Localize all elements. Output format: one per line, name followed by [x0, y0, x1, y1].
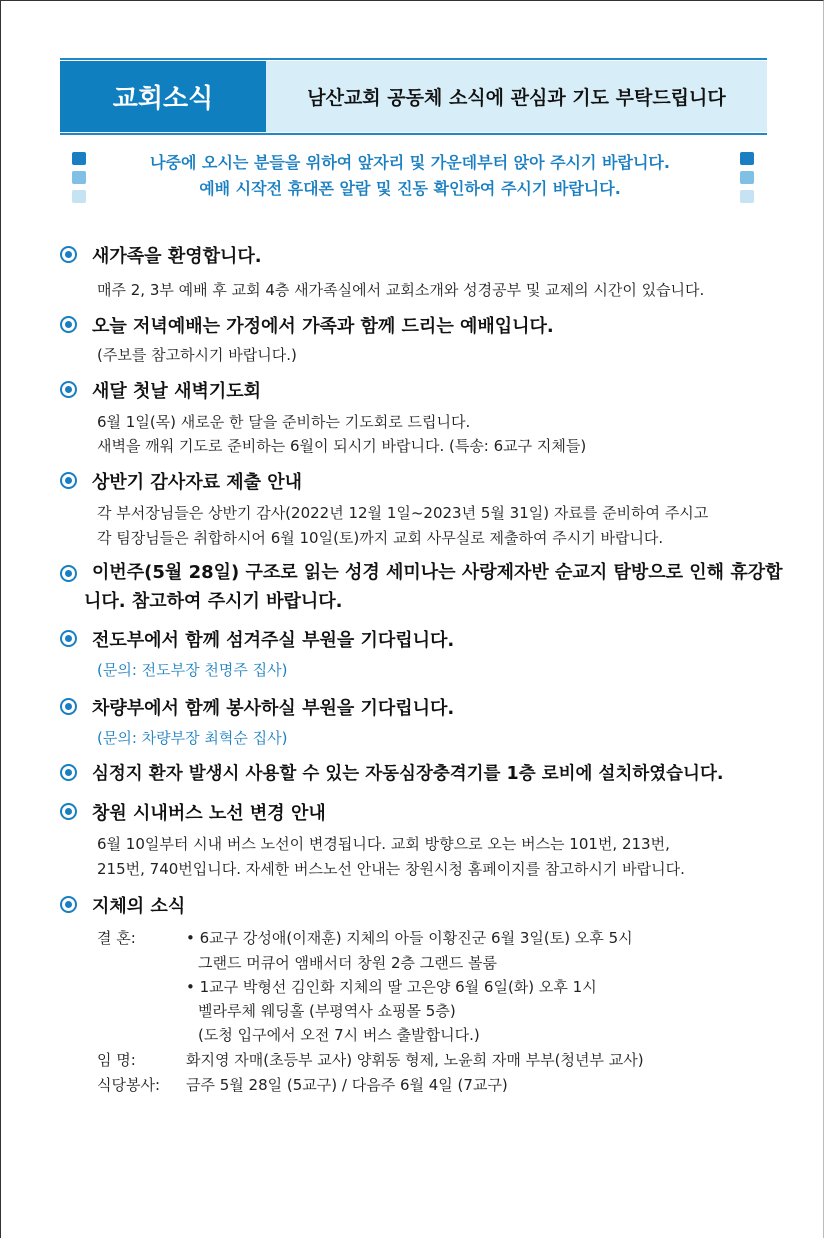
bullet-icon	[60, 764, 77, 781]
item-title: 차량부에서 함께 봉사하실 부원을 기다립니다.	[92, 698, 455, 719]
wedding-entry: • 6교구 강성애(이재훈) 지체의 아들 이황진군 6월 3일(토) 오후 5시	[186, 929, 633, 947]
item-text: (주보를 참고하시기 바랍니다.)	[97, 346, 297, 364]
item-title: 지체의 소식	[92, 896, 186, 917]
wedding-entry: 그랜드 머큐어 앰배서더 창원 2층 그랜드 볼룸	[198, 954, 497, 972]
item-title: 상반기 감사자료 제출 안내	[92, 472, 303, 493]
header-bottom-rule	[60, 133, 767, 135]
section-tag: 교회소식	[60, 61, 266, 132]
square-icon	[740, 152, 754, 165]
contact-text: (문의: 전도부장 천명주 집사)	[97, 661, 288, 679]
item-title: 전도부에서 함께 섬겨주실 부원을 기다립니다.	[92, 630, 455, 651]
item-title: 새가족을 환영합니다.	[92, 246, 262, 267]
square-icon	[740, 171, 754, 184]
bullet-icon	[60, 565, 77, 582]
square-icon	[72, 190, 86, 203]
wedding-entry: (도청 입구에서 오전 7시 버스 출발합니다.)	[198, 1026, 480, 1044]
item-title: 이번주(5월 28일) 구조로 읽는 성경 세미나는 사랑제자반 순교지 탐방으로 인해 휴강합니다. 참고하여 주시기 바랍니다.	[84, 562, 783, 612]
appointment-label: 임 명:	[97, 1051, 136, 1069]
appointment-entry: 화지영 자매(초등부 교사) 양휘동 형제, 노윤희 자매 부부(청년부 교사)	[186, 1051, 644, 1069]
meal-service-label: 식당봉사:	[97, 1076, 161, 1094]
bullet-icon	[60, 630, 77, 647]
item-text: 각 팀장님들은 취합하시어 6월 10일(토)까지 교회 사무실로 제출하여 주시기 바랍니다.	[97, 529, 664, 547]
header-top-rule	[60, 58, 767, 60]
contact-text: (문의: 차량부장 최혁순 집사)	[97, 729, 288, 747]
bullet-icon	[60, 246, 77, 263]
bullet-icon	[60, 381, 77, 398]
bullet-icon	[60, 896, 77, 913]
item-text: 새벽을 깨워 기도로 준비하는 6월이 되시기 바랍니다. (특송: 6교구 지체들)	[97, 437, 587, 455]
bullet-icon	[60, 472, 77, 489]
right-square-icons	[740, 152, 754, 209]
wedding-label: 결 혼:	[97, 929, 136, 947]
notice-box	[100, 150, 720, 202]
item-title: 심정지 환자 발생시 사용할 수 있는 자동심장충격기를 1층 로비에 설치하였습니다.	[92, 764, 724, 784]
item-title: 창원 시내버스 노선 변경 안내	[92, 803, 326, 824]
bullet-icon	[60, 698, 77, 715]
item-text: 매주 2, 3부 예배 후 교회 4층 새가족실에서 교회소개와 성경공부 및 교제의 시간이 있습니다.	[97, 281, 705, 299]
square-icon	[72, 171, 86, 184]
square-icon	[72, 152, 86, 165]
item-text: 215번, 740번입니다. 자세한 버스노선 안내는 창원시청 홈페이지를 참고하시기 바랍니다.	[97, 860, 685, 878]
wedding-entry: • 1교구 박형선 김인화 지체의 딸 고은양 6월 6일(화) 오후 1시	[186, 978, 597, 996]
item-title: 오늘 저녁예배는 가정에서 가족과 함께 드리는 예배입니다.	[92, 316, 554, 337]
wedding-entry: 벨라루체 웨딩홀 (부평역사 쇼핑몰 5층)	[198, 1002, 456, 1020]
notice-line: 예배 시작전 휴대폰 알람 및 진동 확인하여 주시기 바랍니다.	[199, 179, 621, 198]
item-title: 새달 첫날 새벽기도회	[92, 381, 262, 402]
item-text: 6월 1일(목) 새로운 한 달을 준비하는 기도회로 드립니다.	[97, 413, 471, 431]
left-square-icons	[72, 152, 86, 209]
header-banner	[60, 61, 767, 132]
item-text: 6월 10일부터 시내 버스 노선이 변경됩니다. 교회 방향으로 오는 버스는 101번, 213번,	[97, 835, 670, 853]
item-text: 각 부서장님들은 상반기 감사(2022년 12월 1일~2023년 5월 31일) 자료를 준비하여 주시고	[97, 504, 709, 522]
notice-line: 나중에 오시는 분들을 위하여 앞자리 및 가운데부터 앉아 주시기 바랍니다.	[150, 153, 670, 172]
bullet-icon	[60, 316, 77, 333]
header-title: 남산교회 공동체 소식에 관심과 기도 부탁드립니다	[266, 61, 767, 132]
square-icon	[740, 190, 754, 203]
bullet-icon	[60, 803, 77, 820]
meal-service-entry: 금주 5월 28일 (5교구) / 다음주 6월 4일 (7교구)	[186, 1076, 508, 1094]
